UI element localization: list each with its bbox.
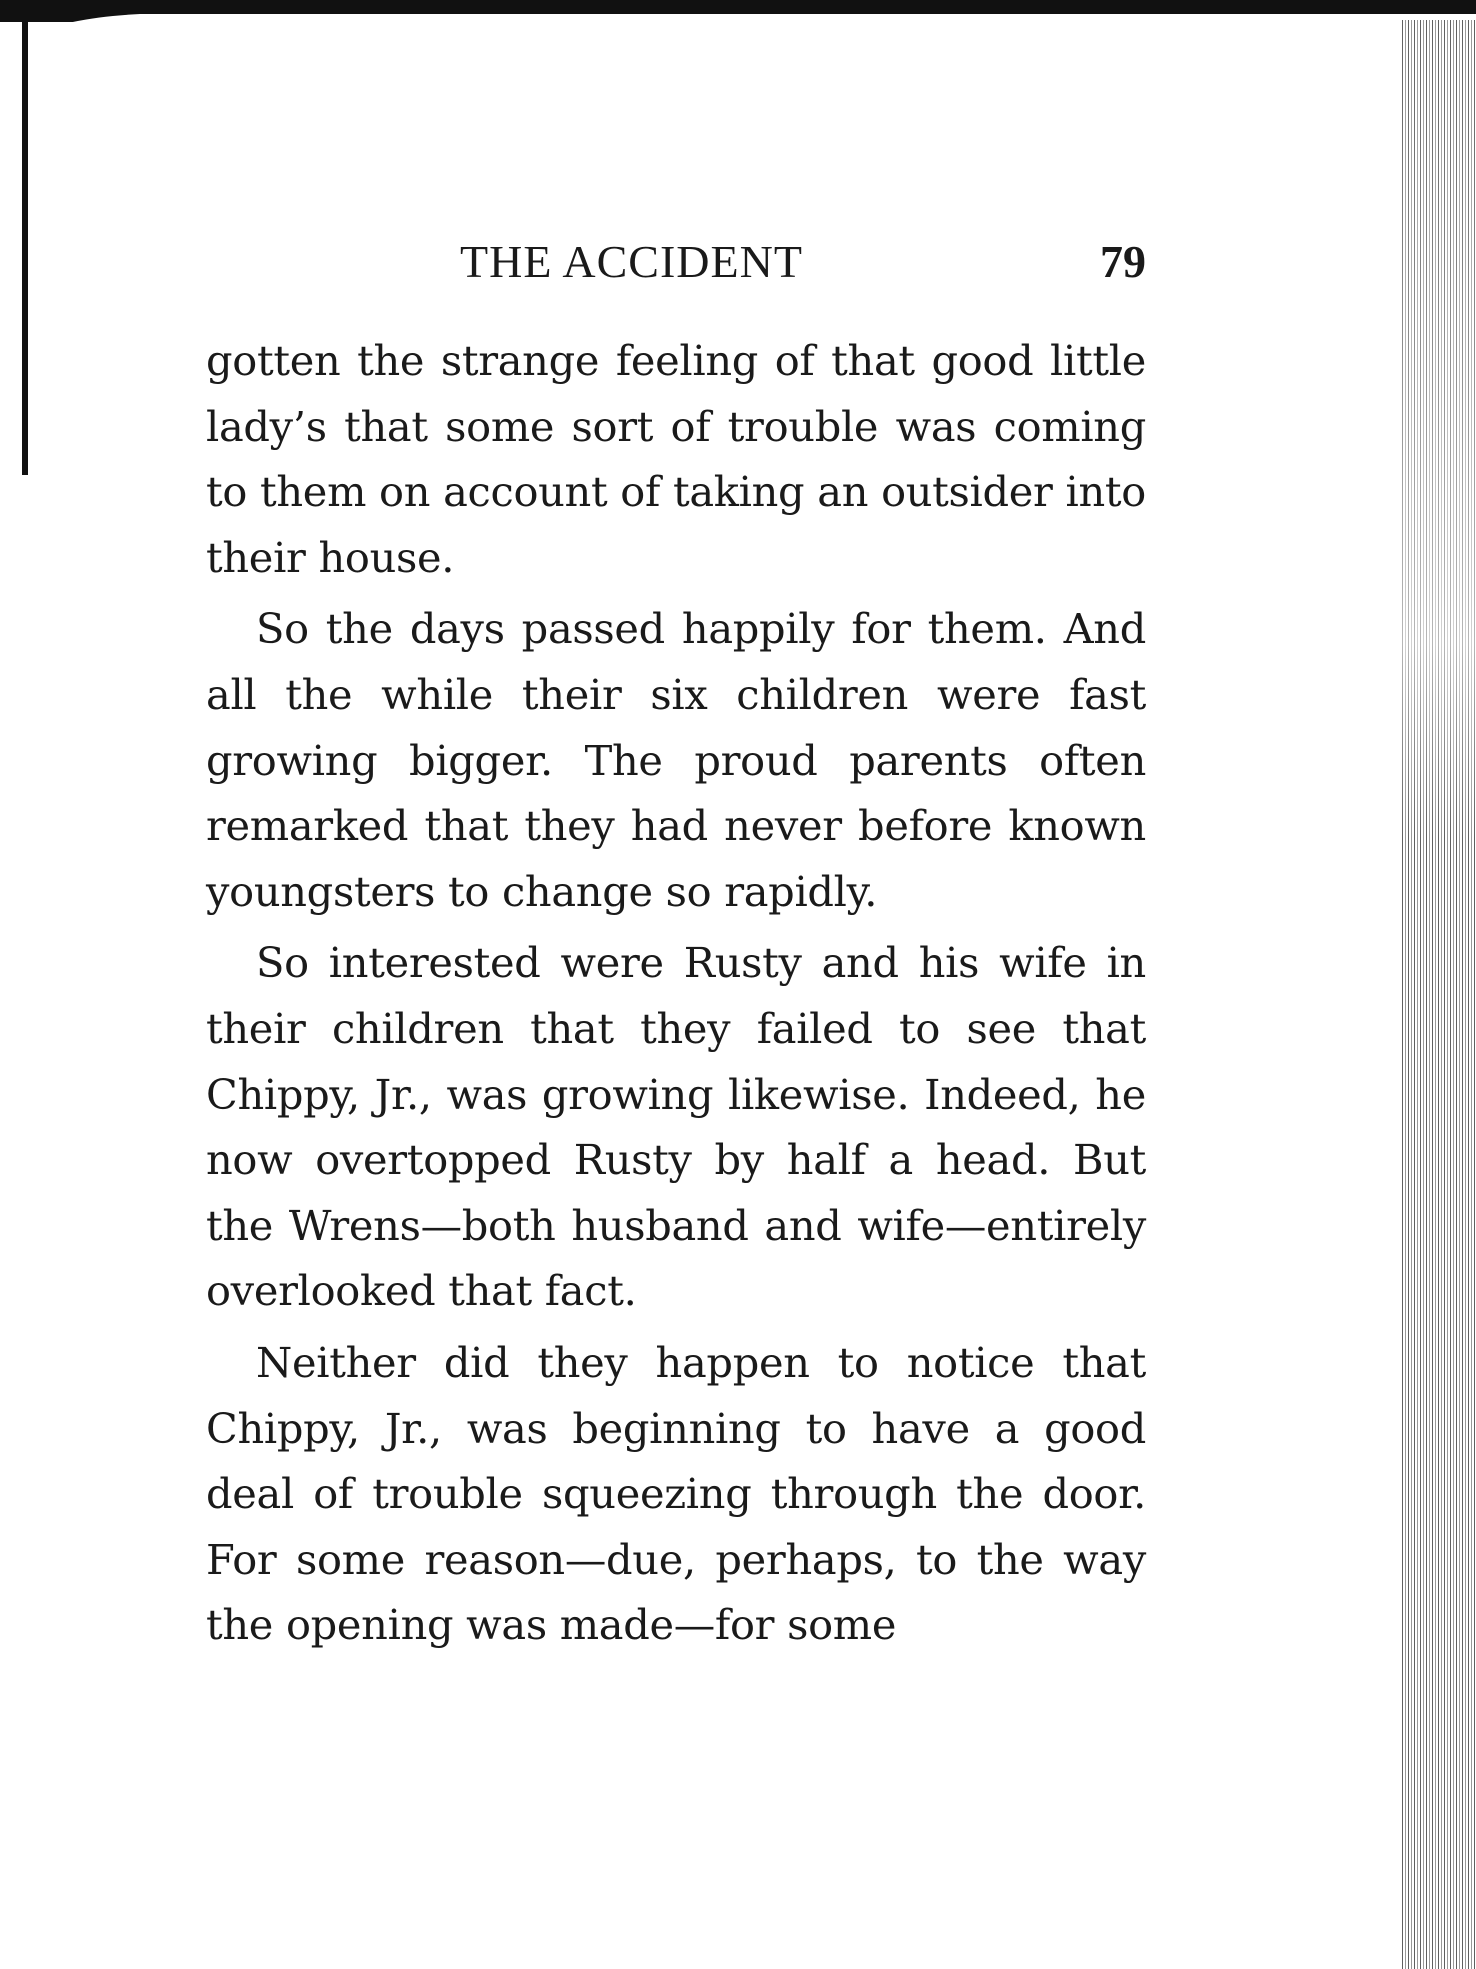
scan-edge-top: [0, 0, 1476, 22]
body-text: [206, 328, 1146, 1658]
running-title: THE ACCIDENT: [460, 236, 803, 287]
paragraph: So interested were Rusty and his wife in their children that they failed to see that Chippy, Jr., was growing likewise. Indeed, he now overtopped Rusty by half a head. But the Wrens—both husband and wife—entirely overlooked that fact.: [206, 938, 1146, 1316]
page-number: 79: [1100, 236, 1146, 287]
scan-binding-shadow: [22, 20, 28, 475]
running-head: [206, 232, 1146, 292]
paragraph: So the days passed happily for them. And all the while their six children were fast growing bigger. The proud parents often remarked that they had never before known youngsters to change so rapidly.: [206, 604, 1146, 916]
scan-page-stack: [1400, 20, 1476, 1969]
paragraph: Neither did they happen to notice that Chippy, Jr., was beginning to have a good deal of trouble squeezing through the door. For some reason—due, perhaps, to the way the opening was made—for some: [206, 1337, 1146, 1650]
paragraph-continued: gotten the strange feeling of that good little lady’s that some sort of trouble was coming to them on account of taking an outsider into their house.: [206, 336, 1146, 582]
